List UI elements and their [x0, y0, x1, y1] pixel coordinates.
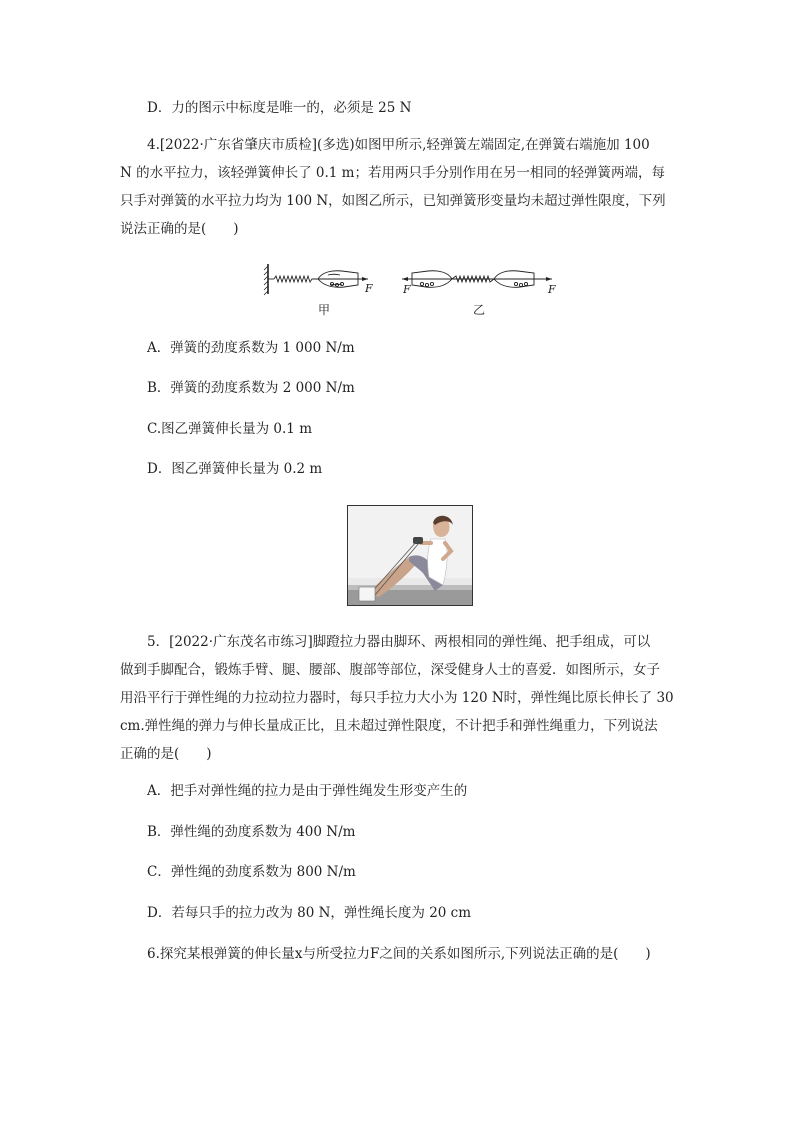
q4-spring-figure — [262, 262, 562, 298]
q4-stem-line: 只手对弹簧的水平拉力均为 100 N，如图乙所示，已知弹簧形变量均未超过弹性限度，下列 — [120, 193, 666, 209]
force-label: F — [365, 282, 373, 295]
q5-option-d: D．若每只手的拉力改为 80 N，弹性绳长度为 20 cm — [147, 905, 472, 921]
q4-stem-line: N 的水平拉力，该轻弹簧伸长了 0.1 m；若用两只手分别作用在另一相同的轻弹簧两端，每 — [120, 165, 665, 181]
q5-option-a: A．把手对弹性绳的拉力是由于弹性绳发生形变产生的 — [147, 783, 468, 799]
q6-stem: 6.探究某根弹簧的伸长量x与所受拉力F之间的关系如图所示,下列说法正确的是( ) — [147, 946, 651, 962]
q3-option-d: D．力的图示中标度是唯一的，必须是 25 N — [147, 100, 412, 116]
q5-stem-line: cm.弹性绳的弹力与伸长量成正比，且未超过弹性限度，不计把手和弹性绳重力，下列说法 — [120, 718, 658, 734]
q4-option-c: C.图乙弹簧伸长量为 0.1 m — [147, 421, 312, 437]
q5-stem-line: 做到手脚配合，锻炼手臂、腿、腰部、腹部等部位，深受健身人士的喜爱．如图所示，女子 — [120, 662, 660, 678]
q4-stem-line: 说法正确的是( ) — [120, 221, 239, 237]
q4-option-a: A．弹簧的劲度系数为 1 000 N/m — [147, 340, 355, 356]
q5-stem-line: 正确的是( ) — [120, 746, 212, 762]
q5-stem-line: 用沿平行于弹性绳的力拉动拉力器时，每只手拉力大小为 120 N时，弹性绳比原长伸长了 30 — [120, 690, 674, 706]
force-label: F — [548, 283, 556, 296]
q5-option-b: B．弹性绳的劲度系数为 400 N/m — [147, 824, 356, 840]
exercise-photo — [347, 505, 473, 606]
q5-stem — [120, 628, 685, 768]
q5-option-c: C．弹性绳的劲度系数为 800 N/m — [147, 864, 356, 880]
figure-yi — [402, 271, 556, 296]
figure-label-yi: 乙 — [473, 303, 486, 317]
figure-label-jia: 甲 — [318, 303, 331, 317]
q4-option-b: B．弹簧的劲度系数为 2 000 N/m — [147, 380, 355, 396]
figure-jia — [264, 264, 373, 295]
q5-stem-line: 5．[2022·广东茂名市练习]脚蹬拉力器由脚环、两根相同的弹性绳、把手组成，可以 — [147, 634, 651, 650]
q4-stem — [120, 131, 685, 243]
q4-option-d: D．图乙弹簧伸长量为 0.2 m — [147, 461, 323, 477]
spring-icon — [274, 276, 318, 282]
force-label: F — [403, 283, 411, 296]
q4-stem-line: 4.[2022·广东省肇庆市质检](多选)如图甲所示,轻弹簧左端固定,在弹簧右端施加 100 — [147, 137, 650, 153]
